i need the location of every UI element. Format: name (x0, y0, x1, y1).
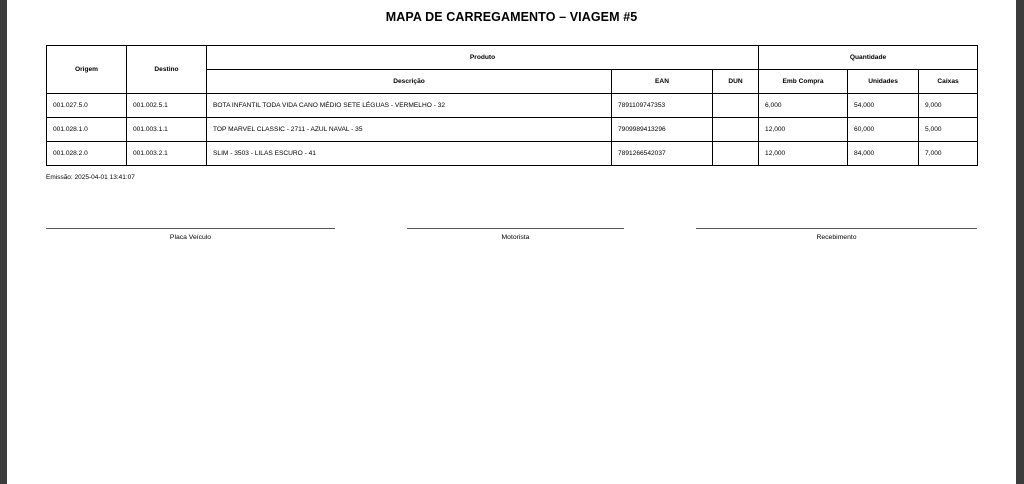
cell-unidades: 60,000 (848, 118, 919, 142)
cell-caixas: 7,000 (919, 142, 978, 166)
header-caixas: Caixas (919, 70, 978, 94)
header-ean: EAN (612, 70, 713, 94)
header-dun: DUN (713, 70, 759, 94)
cell-caixas: 5,000 (919, 118, 978, 142)
document-page (7, 0, 1016, 484)
table-row (47, 118, 978, 142)
signature-recebimento (696, 228, 977, 241)
signature-label: Motorista (501, 234, 530, 241)
cell-descricao: TOP MARVEL CLASSIC - 2711 - AZUL NAVAL - 35 (207, 118, 612, 142)
header-origem: Origem (47, 46, 127, 94)
viewer-left-edge (0, 0, 7, 484)
header-descricao: Descrição (207, 70, 612, 94)
header-quantidade-group: Quantidade (759, 46, 978, 70)
group-header-row (47, 46, 978, 70)
cell-ean: 7891266542037 (612, 142, 713, 166)
cell-emb-compra: 12,000 (759, 142, 848, 166)
signature-placa-veiculo (46, 228, 335, 241)
cell-caixas: 9,000 (919, 94, 978, 118)
cell-dun (713, 94, 759, 118)
loading-table (46, 45, 978, 166)
table-row (47, 142, 978, 166)
header-emb-compra: Emb Compra (759, 70, 848, 94)
document-title: MAPA DE CARREGAMENTO – VIAGEM #5 (385, 10, 638, 24)
viewer-scrollbar[interactable] (1016, 0, 1024, 484)
cell-ean: 7909989413296 (612, 118, 713, 142)
header-destino: Destino (127, 46, 207, 94)
cell-dun (713, 118, 759, 142)
cell-destino: 001.003.1.1 (127, 118, 207, 142)
cell-unidades: 84,000 (848, 142, 919, 166)
cell-emb-compra: 12,000 (759, 118, 848, 142)
cell-ean: 7891109747353 (612, 94, 713, 118)
emission-timestamp: Emissão: 2025-04-01 13:41:07 (46, 174, 135, 181)
header-unidades: Unidades (848, 70, 919, 94)
signature-label: Recebimento (816, 234, 857, 241)
cell-unidades: 54,000 (848, 94, 919, 118)
signature-motorista (407, 228, 624, 241)
cell-dun (713, 142, 759, 166)
cell-descricao: BOTA INFANTIL TODA VIDA CANO MÉDIO SETE LÉGUAS - VERMELHO - 32 (207, 94, 612, 118)
cell-origem: 001.027.5.0 (47, 94, 127, 118)
cell-destino: 001.003.2.1 (127, 142, 207, 166)
cell-origem: 001.028.2.0 (47, 142, 127, 166)
signature-label: Placa Veículo (169, 234, 212, 241)
cell-emb-compra: 6,000 (759, 94, 848, 118)
cell-destino: 001.002.5.1 (127, 94, 207, 118)
header-produto-group: Produto (207, 46, 759, 70)
table-row (47, 94, 978, 118)
cell-origem: 001.028.1.0 (47, 118, 127, 142)
cell-descricao: SLIM - 3503 - LILAS ESCURO - 41 (207, 142, 612, 166)
